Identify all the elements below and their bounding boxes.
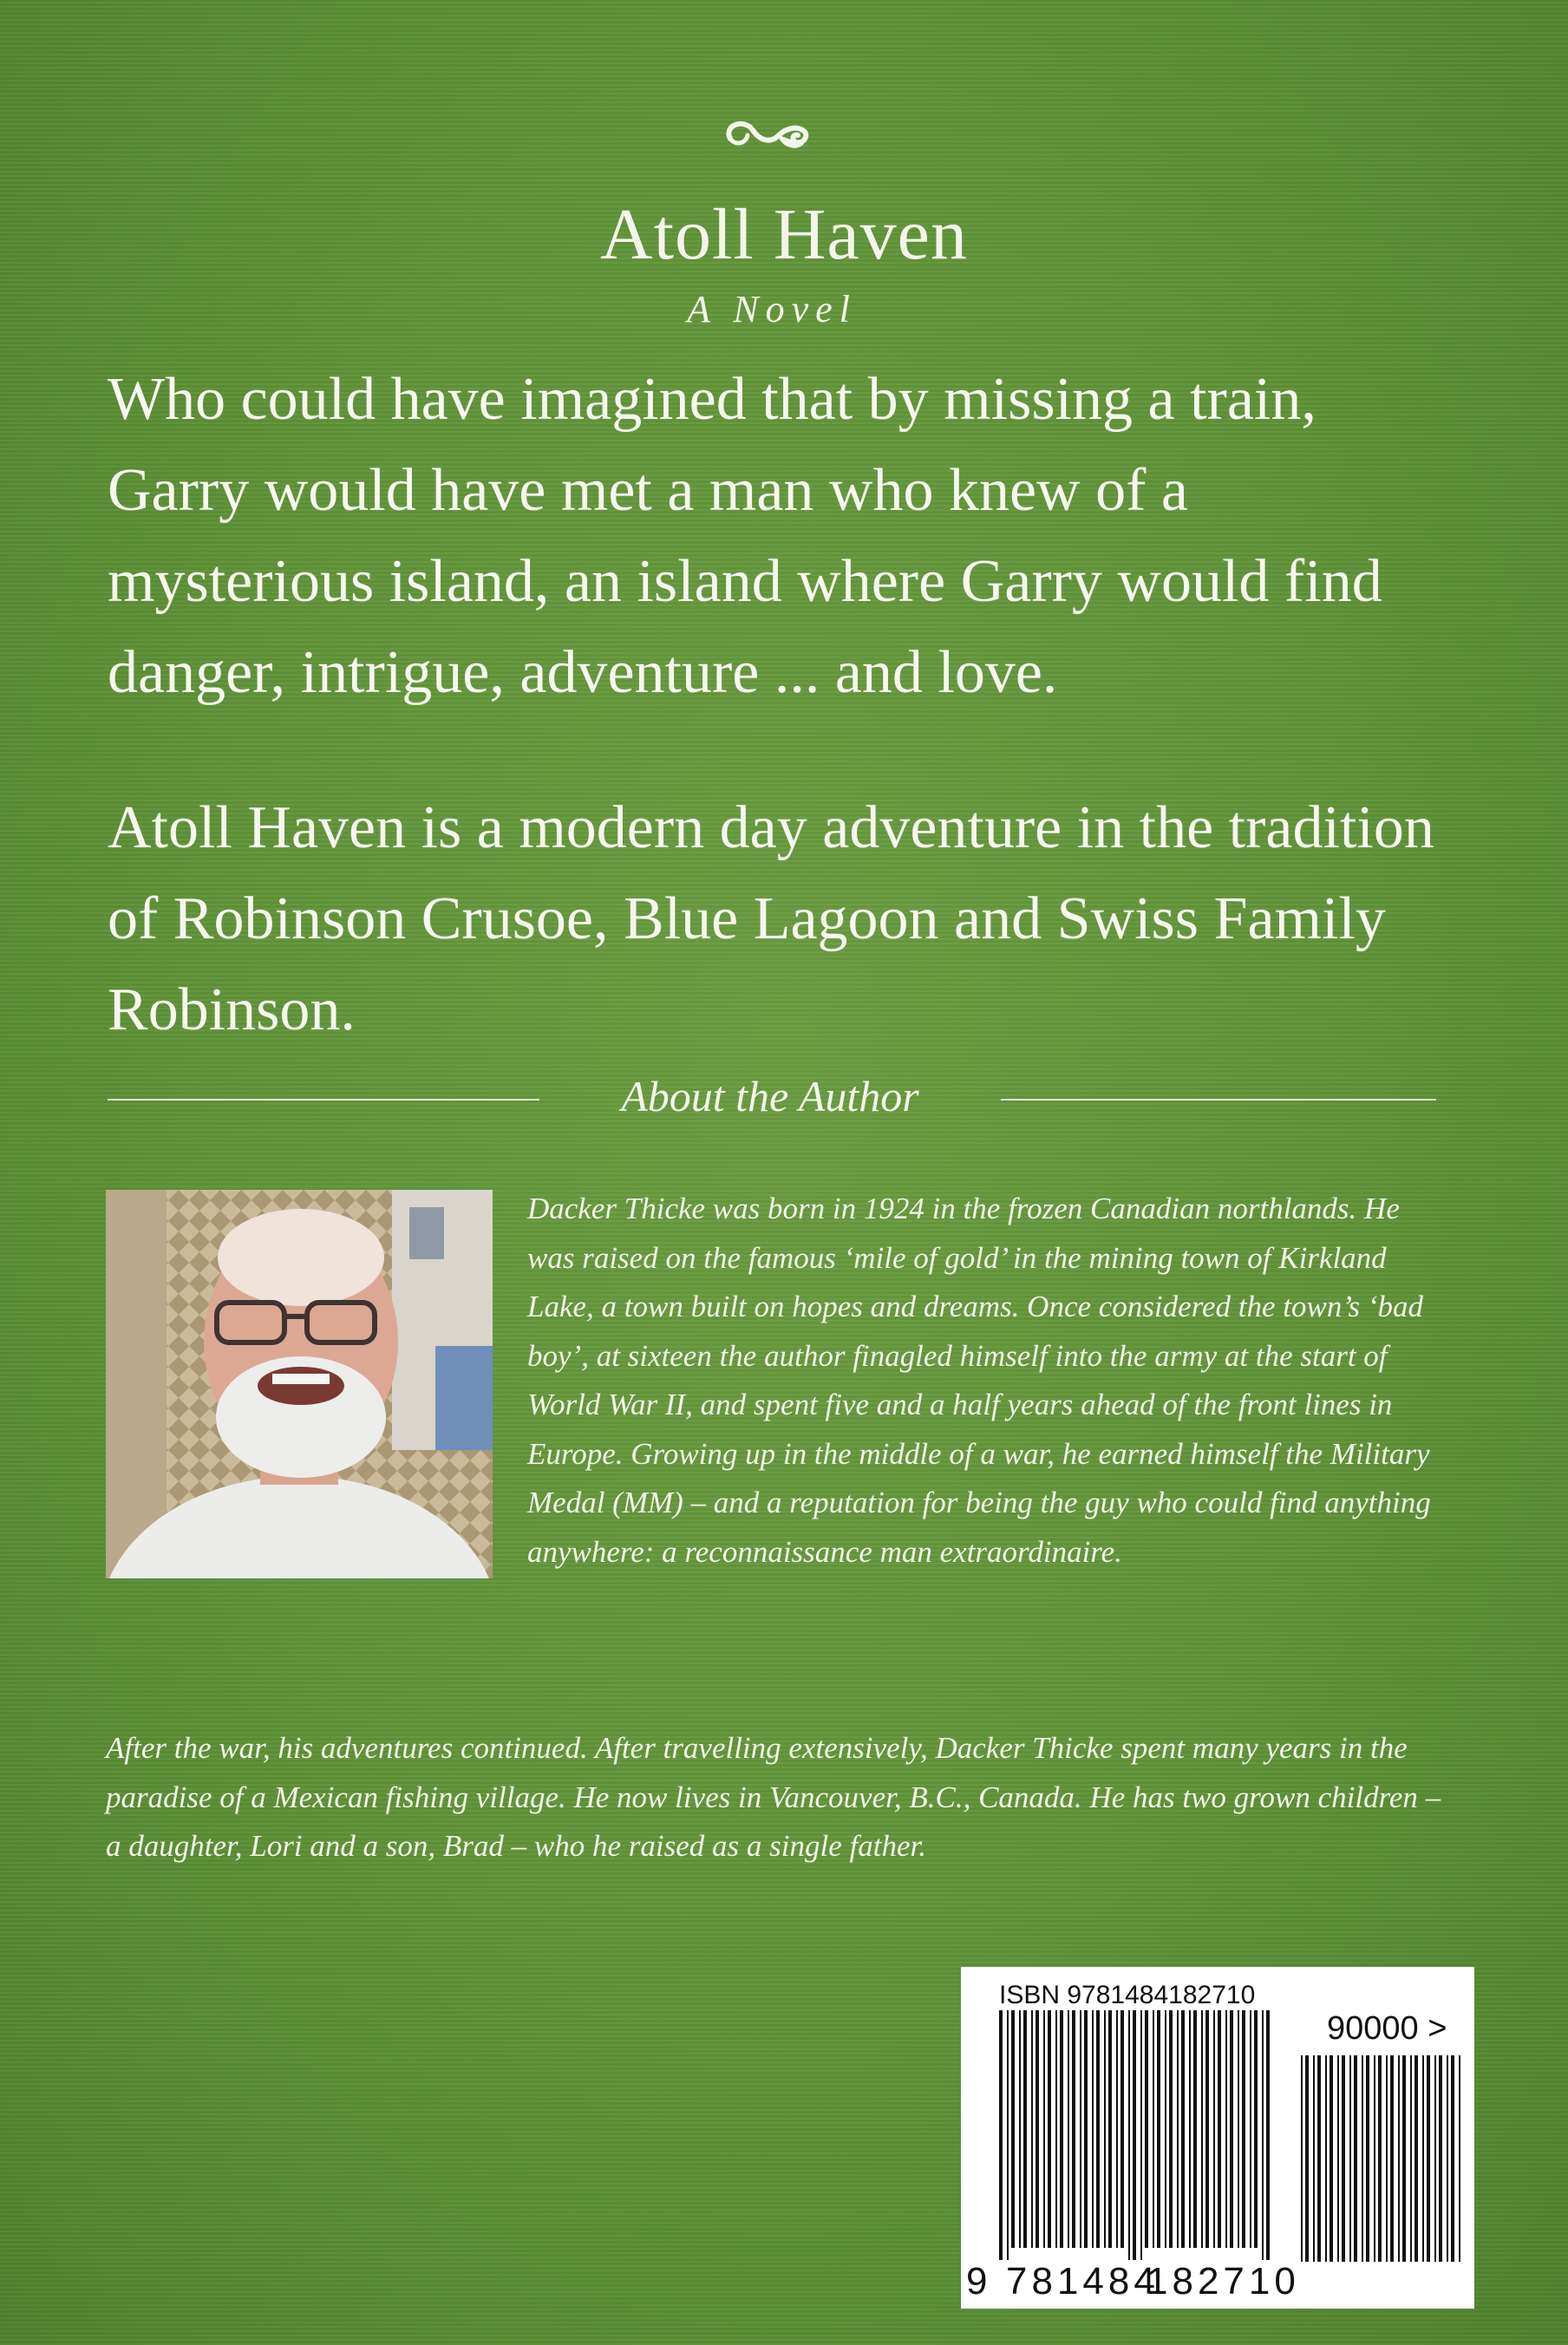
barcode-bar	[1096, 2010, 1100, 2248]
barcode-bar	[1362, 2055, 1363, 2262]
barcode-bar	[1434, 2055, 1436, 2262]
isbn-digit-group-2: 182710	[1147, 2260, 1300, 2303]
barcode-bar	[1181, 2010, 1185, 2248]
barcode-bar	[1140, 2010, 1142, 2260]
barcode-bar	[1451, 2055, 1454, 2262]
isbn-label: ISBN 9781484182710	[999, 1981, 1256, 2009]
barcode-bar	[1414, 2055, 1418, 2262]
barcode-bar	[1108, 2010, 1112, 2248]
barcode-bar	[1218, 2010, 1221, 2248]
barcode-bar	[1238, 2010, 1239, 2248]
barcode-bar	[1157, 2010, 1160, 2248]
barcode-bar	[1072, 2010, 1075, 2248]
barcode-bar	[1169, 2010, 1173, 2248]
barcode-bar	[1120, 2010, 1124, 2248]
barcode-bar	[1459, 2055, 1460, 2262]
barcode-bar	[1084, 2010, 1088, 2248]
barcode-bar	[1177, 2010, 1179, 2248]
barcode-bar	[1189, 2010, 1191, 2248]
blurb-paragraph-1: Who could have imagined that by missing a train, Garry would have met a man who knew of a mysterious island, an island where Garry would find danger, intrigue, adventure ... and love.	[108, 366, 1382, 706]
barcode-bar	[1116, 2010, 1118, 2248]
author-bio-paragraph-2: After the war, his adventures continued. After travelling extensively, Dacker Thicke spent many years in the paradise of a Mexican fishing village. He now lives in Vancouver, B.C., Canada. He has two grown children – a daughter, Lori and a son, Brad – who he raised as a single father.	[106, 1731, 1441, 1863]
barcode-bar	[1427, 2055, 1430, 2262]
barcode-bar	[1230, 2010, 1233, 2248]
barcode-bar	[1011, 2010, 1015, 2248]
barcode-bar	[1402, 2055, 1406, 2262]
barcode-bar	[1317, 2055, 1321, 2262]
barcode-bar	[1266, 2010, 1270, 2260]
barcode-bar	[1398, 2055, 1400, 2262]
barcode-bar	[1378, 2055, 1382, 2262]
blurb-paragraph-2: Atoll Haven is a modern day adventure in the tradition of Robinson Crusoe, Blue Lagoon and Swiss Family Robinson.	[108, 794, 1434, 1043]
isbn-digit-row	[961, 2260, 1474, 2305]
book-subtitle: A Novel	[687, 288, 857, 330]
barcode-bar	[1080, 2010, 1081, 2248]
barcode-bar	[1386, 2055, 1388, 2262]
barcode-bar	[1349, 2055, 1351, 2262]
barcode-bar	[1439, 2055, 1442, 2262]
barcode-bar	[1254, 2010, 1258, 2248]
barcode-bar	[999, 2010, 1003, 2260]
barcode-bar	[1048, 2010, 1051, 2248]
barcode-bar	[1165, 2010, 1166, 2248]
barcode-bar	[1390, 2055, 1394, 2262]
barcode-bar	[1036, 2010, 1039, 2248]
divider-rule-left	[108, 1099, 539, 1101]
barcode-bar	[1104, 2010, 1106, 2248]
barcode-bar	[1201, 2010, 1203, 2248]
barcode-bar	[1330, 2055, 1333, 2262]
barcode-bar	[1422, 2055, 1424, 2262]
barcode-bar	[1305, 2055, 1309, 2262]
isbn-digit-first: 9	[966, 2260, 988, 2303]
barcode-bar	[1060, 2010, 1063, 2248]
price-code: 90000 >	[1327, 2010, 1447, 2047]
barcode-bar	[1019, 2010, 1021, 2248]
barcode-bar	[1023, 2010, 1027, 2248]
barcode-bar	[1447, 2055, 1448, 2262]
barcode-bar	[1301, 2055, 1303, 2262]
barcode-bar	[1410, 2055, 1412, 2262]
barcode-bar	[1337, 2055, 1339, 2262]
isbn-digit-group-1: 781484	[1006, 2260, 1160, 2303]
barcode-bar	[1193, 2010, 1197, 2248]
barcode-bar	[1145, 2010, 1148, 2248]
barcode-bar	[1366, 2055, 1369, 2262]
about-author-divider	[108, 1071, 1436, 1132]
barcode-bar	[1262, 2010, 1264, 2260]
barcode-bar	[1225, 2010, 1227, 2248]
barcode-bar	[1250, 2010, 1251, 2248]
author-bio-paragraph-1: Dacker Thicke was born in 1924 in the frozen Canadian northlands. He was raised on the famous ‘mile of gold’ in the mining town of Kirkland Lake, a town built on hopes and dreams. Once considered the town’s ‘bad boy’, at sixteen the author finagled himself into the army at the start of World War II, and spent five and a half years ahead of the front lines in Europe. Growing up in the middle of a war, he earned himself the Military Medal (MM) – and a reputation for being the guy who could find anything anywhere: a reconnaissance man extraordinaire.	[527, 1192, 1431, 1569]
barcode-bar	[1213, 2010, 1215, 2248]
barcode-bar	[1043, 2010, 1045, 2248]
barcode-bar	[1205, 2010, 1209, 2248]
divider-rule-right	[1001, 1099, 1436, 1101]
barcode-bar	[1133, 2010, 1136, 2260]
book-title: Atoll Haven	[600, 194, 968, 275]
barcode-bar	[1031, 2010, 1033, 2248]
barcode-bar	[1242, 2010, 1245, 2248]
isbn-barcode	[961, 1967, 1474, 2309]
barcode-bar	[1128, 2010, 1130, 2260]
barcode-bar	[1342, 2055, 1345, 2262]
barcode-bar	[1092, 2010, 1094, 2248]
author-photo	[106, 1190, 493, 1578]
barcode-bar	[1007, 2010, 1009, 2260]
barcode-bar	[1374, 2055, 1375, 2262]
about-author-heading: About the Author	[621, 1072, 919, 1120]
barcode-bar	[1325, 2055, 1327, 2262]
barcode-bar	[1055, 2010, 1057, 2248]
barcode-bar	[1313, 2055, 1315, 2262]
barcode-bar	[1068, 2010, 1069, 2248]
swirl-ornament-icon	[718, 109, 815, 158]
barcode-bar	[1354, 2055, 1357, 2262]
barcode-bar	[1153, 2010, 1154, 2248]
